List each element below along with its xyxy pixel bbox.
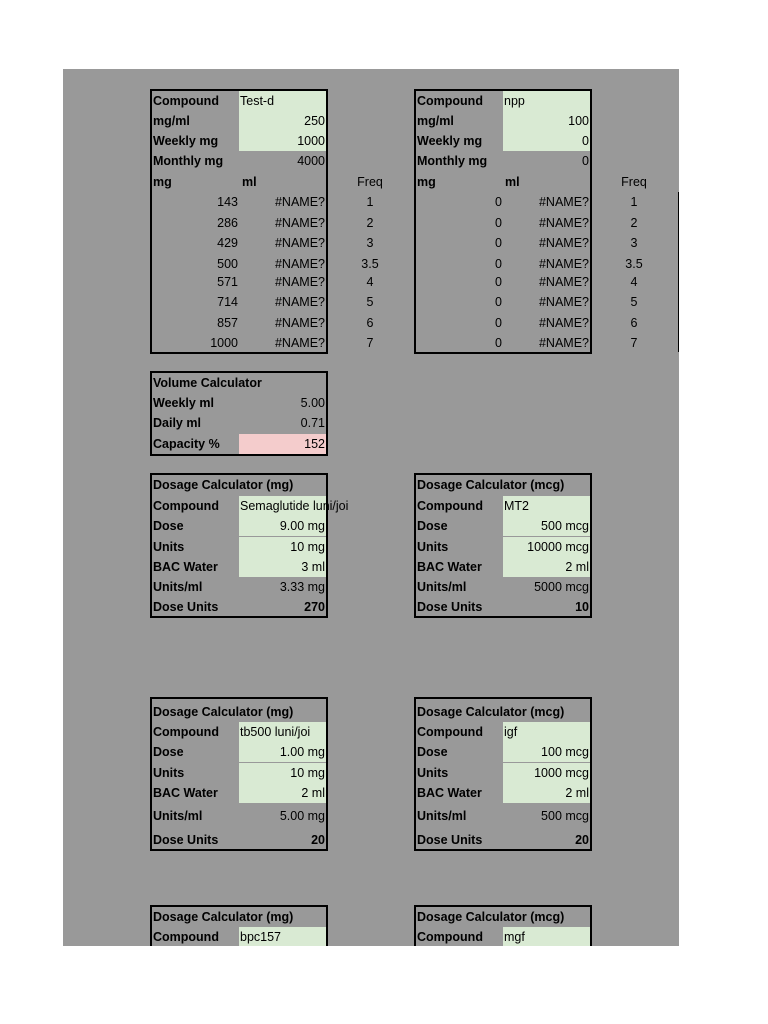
units-per-ml-label: Units/ml [153, 809, 203, 823]
row-freq[interactable]: 6 [366, 316, 374, 330]
dose-units-label: Dose Units [417, 833, 483, 847]
row-mg[interactable]: 857 [217, 316, 238, 330]
bac-water-value-cell[interactable]: 2 ml [239, 783, 326, 803]
row-ml[interactable]: #NAME? [274, 195, 325, 209]
units-per-ml-value-cell[interactable]: 5000 mcg [534, 580, 589, 594]
row-mg[interactable]: 0 [495, 275, 502, 289]
row-mg[interactable]: 500 [217, 257, 238, 271]
units-value-cell[interactable]: 10 mg [239, 763, 326, 783]
spreadsheet-page [63, 69, 679, 946]
compound-value-cell[interactable]: igf [503, 722, 590, 742]
compound-label: Compound [417, 499, 483, 513]
bac-water-label: BAC Water [417, 560, 482, 574]
dose-value-cell[interactable]: 500 mcg [503, 516, 590, 536]
row-mg[interactable]: 143 [217, 195, 238, 209]
row-mg[interactable]: 0 [495, 316, 502, 330]
row-ml[interactable]: #NAME? [538, 275, 589, 289]
compound-value-cell[interactable]: MT2 [503, 496, 590, 516]
capacity-value-cell[interactable]: 152 [239, 434, 326, 454]
row-mg[interactable]: 1000 [210, 336, 238, 350]
dose-units-label: Dose Units [153, 833, 219, 847]
column-header-freq: Freq [357, 175, 383, 189]
column-header-mg: mg [417, 175, 436, 189]
compound-label: Compound [417, 94, 483, 108]
weekly-ml-value-cell[interactable]: 5.00 [300, 396, 325, 410]
row-freq[interactable]: 3.5 [625, 257, 643, 271]
compound-label: Compound [153, 94, 219, 108]
row-freq[interactable]: 1 [366, 195, 374, 209]
bac-water-label: BAC Water [417, 786, 482, 800]
row-ml[interactable]: #NAME? [274, 316, 325, 330]
row-freq[interactable]: 7 [366, 336, 374, 350]
row-freq[interactable]: 3.5 [361, 257, 379, 271]
monthly-mg-value-cell[interactable]: 0 [582, 154, 589, 168]
row-freq[interactable]: 5 [630, 295, 638, 309]
bac-water-value-cell[interactable]: 2 ml [503, 783, 590, 803]
dose-units-label: Dose Units [417, 600, 483, 614]
volume-calculator-title: Volume Calculator [153, 376, 262, 390]
monthly-mg-label: Monthly mg [417, 154, 488, 168]
row-mg[interactable]: 571 [217, 275, 238, 289]
row-ml[interactable]: #NAME? [538, 257, 589, 271]
row-mg[interactable]: 0 [495, 295, 502, 309]
row-mg[interactable]: 0 [495, 336, 502, 350]
row-ml[interactable]: #NAME? [274, 236, 325, 250]
row-freq[interactable]: 3 [630, 236, 638, 250]
units-value-cell[interactable]: 1000 mcg [503, 763, 590, 783]
bac-water-value-cell[interactable]: 2 ml [503, 557, 590, 577]
column-header-freq: Freq [621, 175, 647, 189]
units-label: Units [153, 766, 185, 780]
row-freq[interactable]: 2 [630, 216, 638, 230]
dose-units-label: Dose Units [153, 600, 219, 614]
row-mg[interactable]: 0 [495, 236, 502, 250]
compound-value-cell[interactable]: bpc157 [239, 927, 326, 946]
dose-label: Dose [417, 745, 448, 759]
row-freq[interactable]: 5 [366, 295, 374, 309]
dosage-calculator-title: Dosage Calculator (mcg) [417, 478, 565, 492]
weekly-mg-label: Weekly mg [417, 134, 483, 148]
compound-label: Compound [153, 930, 219, 944]
mgml-label: mg/ml [417, 114, 454, 128]
dose-label: Dose [153, 745, 184, 759]
bac-water-label: BAC Water [153, 560, 218, 574]
dosage-calculator-title: Dosage Calculator (mcg) [417, 705, 565, 719]
compound-value-cell[interactable]: mgf [503, 927, 590, 946]
weekly-ml-label: Weekly ml [153, 396, 214, 410]
weekly-mg-label: Weekly mg [153, 134, 219, 148]
row-freq[interactable]: 6 [630, 316, 638, 330]
daily-ml-label: Daily ml [153, 416, 201, 430]
row-ml[interactable]: #NAME? [274, 257, 325, 271]
compound-value-cell[interactable]: npp [503, 91, 590, 111]
daily-ml-value-cell[interactable]: 0.71 [300, 416, 325, 430]
monthly-mg-value-cell[interactable]: 4000 [297, 154, 325, 168]
units-label: Units [417, 540, 449, 554]
row-freq[interactable]: 7 [630, 336, 638, 350]
units-value-cell[interactable]: 10 mg [239, 537, 326, 557]
row-ml[interactable]: #NAME? [274, 275, 325, 289]
bac-water-value-cell[interactable]: 3 ml [239, 557, 326, 577]
row-mg[interactable]: 0 [495, 257, 502, 271]
compound-label: Compound [417, 725, 483, 739]
units-per-ml-label: Units/ml [417, 809, 467, 823]
units-value-cell[interactable]: 10000 mcg [503, 537, 590, 557]
row-freq[interactable]: 1 [630, 195, 638, 209]
units-label: Units [153, 540, 185, 554]
monthly-mg-label: Monthly mg [153, 154, 224, 168]
dosage-calculator-title: Dosage Calculator (mg) [153, 910, 294, 924]
units-per-ml-value-cell[interactable]: 5.00 mg [279, 809, 325, 823]
weekly-mg-value-cell[interactable]: 1000 [239, 131, 326, 151]
row-ml[interactable]: #NAME? [538, 336, 589, 350]
capacity-label: Capacity % [153, 437, 220, 451]
row-freq[interactable]: 4 [366, 275, 374, 289]
dose-units-value-cell[interactable]: 20 [575, 833, 589, 847]
dose-label: Dose [153, 519, 184, 533]
units-per-ml-label: Units/ml [153, 580, 203, 594]
mgml-label: mg/ml [153, 114, 190, 128]
dosage-calculator-title: Dosage Calculator (mcg) [417, 910, 565, 924]
row-freq[interactable]: 3 [366, 236, 374, 250]
dose-value-cell[interactable]: 100 mcg [503, 742, 590, 762]
row-mg[interactable]: 429 [217, 236, 238, 250]
row-ml[interactable]: #NAME? [274, 216, 325, 230]
dosage-calculator-title: Dosage Calculator (mg) [153, 478, 294, 492]
cell-border-line [678, 192, 679, 352]
mgml-value-cell[interactable]: 100 [503, 111, 590, 131]
dosage-calculator-title: Dosage Calculator (mg) [153, 705, 294, 719]
compound-value-cell[interactable]: tb500 luni/joi [239, 722, 326, 742]
dose-units-value-cell[interactable]: 270 [304, 600, 325, 614]
column-header-mg: mg [153, 175, 172, 189]
units-per-ml-label: Units/ml [417, 580, 467, 594]
dose-value-cell[interactable]: 1.00 mg [239, 742, 326, 762]
row-ml[interactable]: #NAME? [538, 316, 589, 330]
row-ml[interactable]: #NAME? [274, 336, 325, 350]
row-freq[interactable]: 2 [366, 216, 374, 230]
column-header-ml: ml [505, 175, 520, 189]
dose-units-value-cell[interactable]: 10 [575, 600, 589, 614]
compound-value-cell[interactable]: Semaglutide luni/joi [239, 496, 326, 516]
row-ml[interactable]: #NAME? [538, 295, 589, 309]
row-mg[interactable]: 714 [217, 295, 238, 309]
dose-units-value-cell[interactable]: 20 [311, 833, 325, 847]
row-ml[interactable]: #NAME? [538, 236, 589, 250]
bac-water-label: BAC Water [153, 786, 218, 800]
units-per-ml-value-cell[interactable]: 3.33 mg [279, 580, 325, 594]
weekly-mg-value-cell[interactable]: 0 [503, 131, 590, 151]
row-ml[interactable]: #NAME? [274, 295, 325, 309]
row-ml[interactable]: #NAME? [538, 216, 589, 230]
row-mg[interactable]: 0 [495, 195, 502, 209]
row-ml[interactable]: #NAME? [538, 195, 589, 209]
row-freq[interactable]: 4 [630, 275, 638, 289]
compound-value-cell[interactable]: Test-d [239, 91, 326, 111]
units-per-ml-value-cell[interactable]: 500 mcg [541, 809, 589, 823]
dose-value-cell[interactable]: 9.00 mg [239, 516, 326, 536]
row-mg[interactable]: 0 [495, 216, 502, 230]
compound-label: Compound [153, 725, 219, 739]
compound-label: Compound [417, 930, 483, 944]
units-label: Units [417, 766, 449, 780]
row-mg[interactable]: 286 [217, 216, 238, 230]
compound-label: Compound [153, 499, 219, 513]
column-header-ml: ml [242, 175, 257, 189]
dose-label: Dose [417, 519, 448, 533]
mgml-value-cell[interactable]: 250 [239, 111, 326, 131]
